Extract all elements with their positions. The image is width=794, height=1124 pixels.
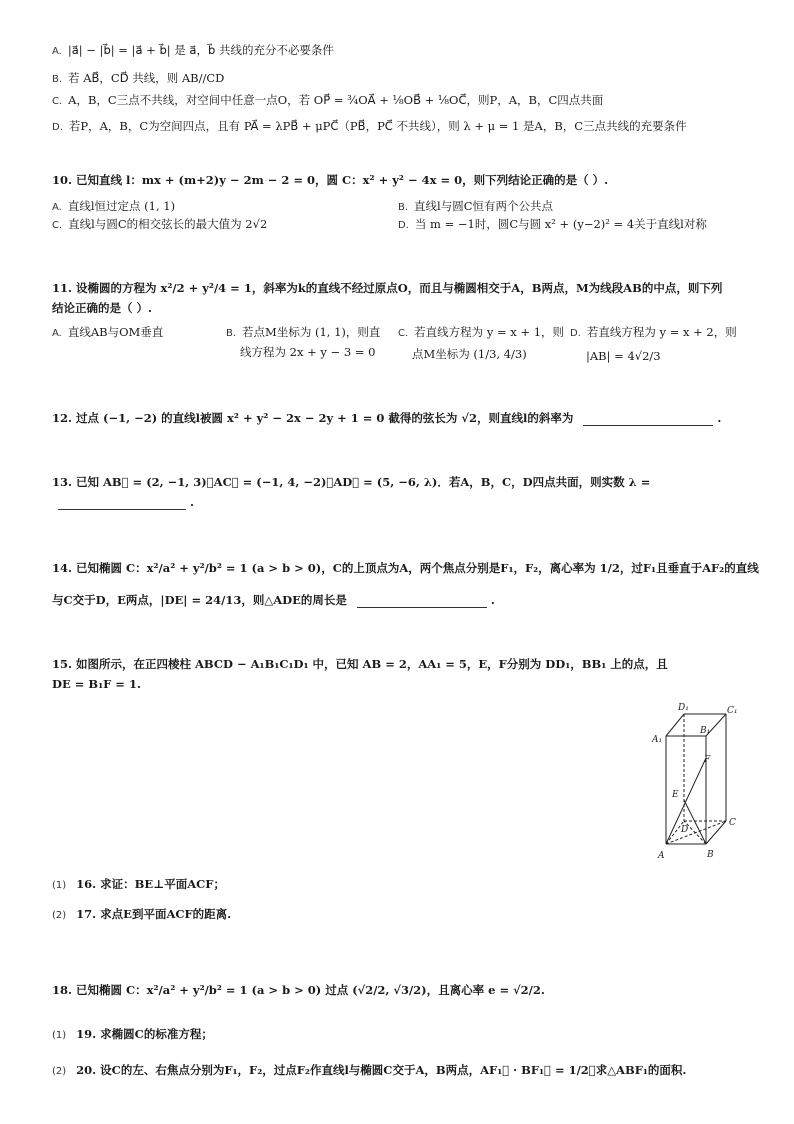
q18-stem: 18. 已知椭圆 C：x²/a² + y²/b² = 1 (a > b > 0) 过点 (√2/2, √3/2)，且离心率 e = √2/2. — [52, 983, 545, 997]
option-label: B. — [226, 328, 237, 339]
q14-end: . — [490, 593, 495, 607]
option-text-line1: 若直线方程为 y = x + 2，则 — [586, 325, 737, 339]
q13-end: . — [190, 495, 195, 509]
option-text-line1: 若点M坐标为 (1, 1)，则直 — [242, 325, 381, 339]
label-c1: C₁ — [727, 706, 738, 716]
label-d: D — [681, 825, 689, 835]
q12-stem — [52, 410, 721, 426]
answer-blank[interactable] — [58, 497, 186, 510]
q12-end: . — [717, 411, 722, 425]
option-label: A. — [52, 202, 62, 213]
option-text: 若 AB⃗，CD⃗ 共线，则 AB//CD — [68, 71, 225, 85]
q10-option-b — [398, 198, 553, 216]
option-text: 直线l恒过定点 (1, 1) — [67, 199, 176, 213]
option-label: D. — [570, 328, 581, 339]
option-text: 当 m = −1时，圆C与圆 x² + (y−2)² = 4关于直线l对称 — [414, 217, 707, 231]
label-b1: B₁ — [700, 726, 711, 736]
q9-option-d — [52, 118, 687, 136]
subquestion-number: (1) — [52, 880, 67, 891]
q14-stem-line1: 14. 已知椭圆 C：x²/a² + y²/b² = 1 (a > b > 0)，C的上顶点为A，两个焦点分别是F₁，F₂，离心率为 1/2，过F₁且垂直于AF₂的直线 — [52, 561, 759, 575]
label-d1: D₁ — [678, 703, 689, 713]
q11-option-b — [226, 324, 380, 342]
q11-option-d-line2: |AB| = 4√2/3 — [586, 349, 661, 363]
q14-stem-line2 — [52, 592, 495, 608]
option-label: D. — [398, 220, 409, 231]
option-text: 直线AB与OM垂直 — [67, 325, 164, 339]
answer-blank[interactable] — [357, 595, 487, 608]
subquestion-number: (2) — [52, 910, 67, 921]
option-text: 直线l与圆C恒有两个公共点 — [414, 199, 554, 213]
q18-subquestion-1 — [52, 1026, 213, 1044]
segment-eb — [684, 800, 706, 844]
option-text: 若P，A，B，C为空间四点，且有 PA⃗ = λPB⃗ + μPC⃗（PB⃗，PC⃗ 不共线），则 λ + μ = 1 是A，B，C三点共线的充要条件 — [68, 119, 687, 133]
subquestion-number: (2) — [52, 1066, 67, 1077]
option-label: A. — [52, 46, 62, 57]
subquestion-text: 19. 求椭圆C的标准方程； — [76, 1027, 213, 1041]
q13-stem: 13. 已知 AB⃗ = (2, −1, 3)，AC⃗ = (−1, 4, −2)，AD⃗ = (5, −6, λ)．若A，B，C，D四点共面，则实数 λ = — [52, 475, 651, 489]
option-label: B. — [398, 202, 409, 213]
option-text: 直线l与圆C的相交弦长的最大值为 2√2 — [68, 217, 268, 231]
q10-option-d — [398, 216, 707, 234]
option-text: A，B，C三点不共线，对空间中任意一点O，若 OP⃗ = ³⁄₄OA⃗ + ¹⁄₈OB⃗ + ¹⁄₈OC⃗，则P，A，B，C四点共面 — [68, 93, 604, 107]
q12-text: 12. 过点 (−1, −2) 的直线l被圆 x² + y² − 2x − 2y + 1 = 0 截得的弦长为 √2，则直线l的斜率为 — [52, 411, 574, 425]
q9-option-b — [52, 70, 224, 88]
q15-stem-line2: DE = B₁F = 1. — [52, 677, 141, 691]
q18-subquestion-2 — [52, 1062, 686, 1080]
option-label: D. — [52, 122, 63, 133]
option-text-line1: 若直线方程为 y = x + 1，则 — [414, 325, 565, 339]
q11-stem-line1: 11. 设椭圆的方程为 x²/2 + y²/4 = 1，斜率为k的直线不经过原点O，而且与椭圆相交于A，B两点，M为线段AB的中点，则下列 — [52, 281, 723, 295]
subquestion-text: 17. 求点E到平面ACF的距离. — [76, 907, 232, 921]
label-f: F — [704, 755, 711, 765]
option-text: |a⃗| − |b⃗| = |a⃗ + b⃗| 是 a⃗，b⃗ 共线的充分不必要条件 — [67, 43, 334, 57]
q11-option-b-line2: 线方程为 2x + y − 3 = 0 — [240, 345, 376, 359]
q14-text: 与C交于D，E两点，|DE| = 24/13，则△ADE的周长是 — [52, 593, 347, 607]
edge-a1d1 — [666, 714, 684, 736]
q9-option-c — [52, 92, 603, 110]
q9-option-a — [52, 42, 334, 60]
label-c: C — [729, 818, 736, 828]
option-label: C. — [52, 96, 63, 107]
q10-option-c — [52, 216, 267, 234]
q13-answer-line — [58, 494, 194, 510]
subquestion-text: 20. 设C的左、右焦点分别为F₁，F₂，过点F₂作直线l与椭圆C交于A，B两点，AF₁⃗ · BF₁⃗ = 1/2，求△ABF₁的面积. — [76, 1063, 687, 1077]
q11-option-d — [570, 324, 737, 342]
option-label: B. — [52, 74, 63, 85]
q11-option-a — [52, 324, 163, 342]
q15-subquestion-1 — [52, 876, 225, 894]
q10-option-a — [52, 198, 175, 216]
option-label: C. — [398, 328, 409, 339]
edge-bc — [706, 821, 726, 844]
option-label: C. — [52, 220, 63, 231]
answer-blank[interactable] — [583, 413, 713, 426]
label-b: B — [707, 850, 714, 860]
prism-figure — [640, 700, 750, 862]
option-label: A. — [52, 328, 62, 339]
q15-stem-line1: 15. 如图所示，在正四棱柱 ABCD − A₁B₁C₁D₁ 中，已知 AB = 2，AA₁ = 5，E，F分别为 DD₁，BB₁ 上的点，且 — [52, 657, 668, 671]
q11-option-c-line2: 点M坐标为 (1/3, 4/3) — [412, 347, 527, 361]
label-a1: A₁ — [652, 735, 663, 745]
subquestion-text: 16. 求证：BE⊥平面ACF； — [76, 877, 225, 891]
q10-stem: 10. 已知直线 l：mx + (m+2)y − 2m − 2 = 0，圆 C：x² + y² − 4x = 0，则下列结论正确的是（ ）. — [52, 173, 609, 187]
q15-subquestion-2 — [52, 906, 231, 924]
q11-option-c — [398, 324, 564, 342]
q11-stem-line2: 结论正确的是（ ）. — [52, 301, 153, 315]
subquestion-number: (1) — [52, 1030, 67, 1041]
label-e: E — [672, 790, 679, 800]
label-a: A — [658, 851, 665, 861]
